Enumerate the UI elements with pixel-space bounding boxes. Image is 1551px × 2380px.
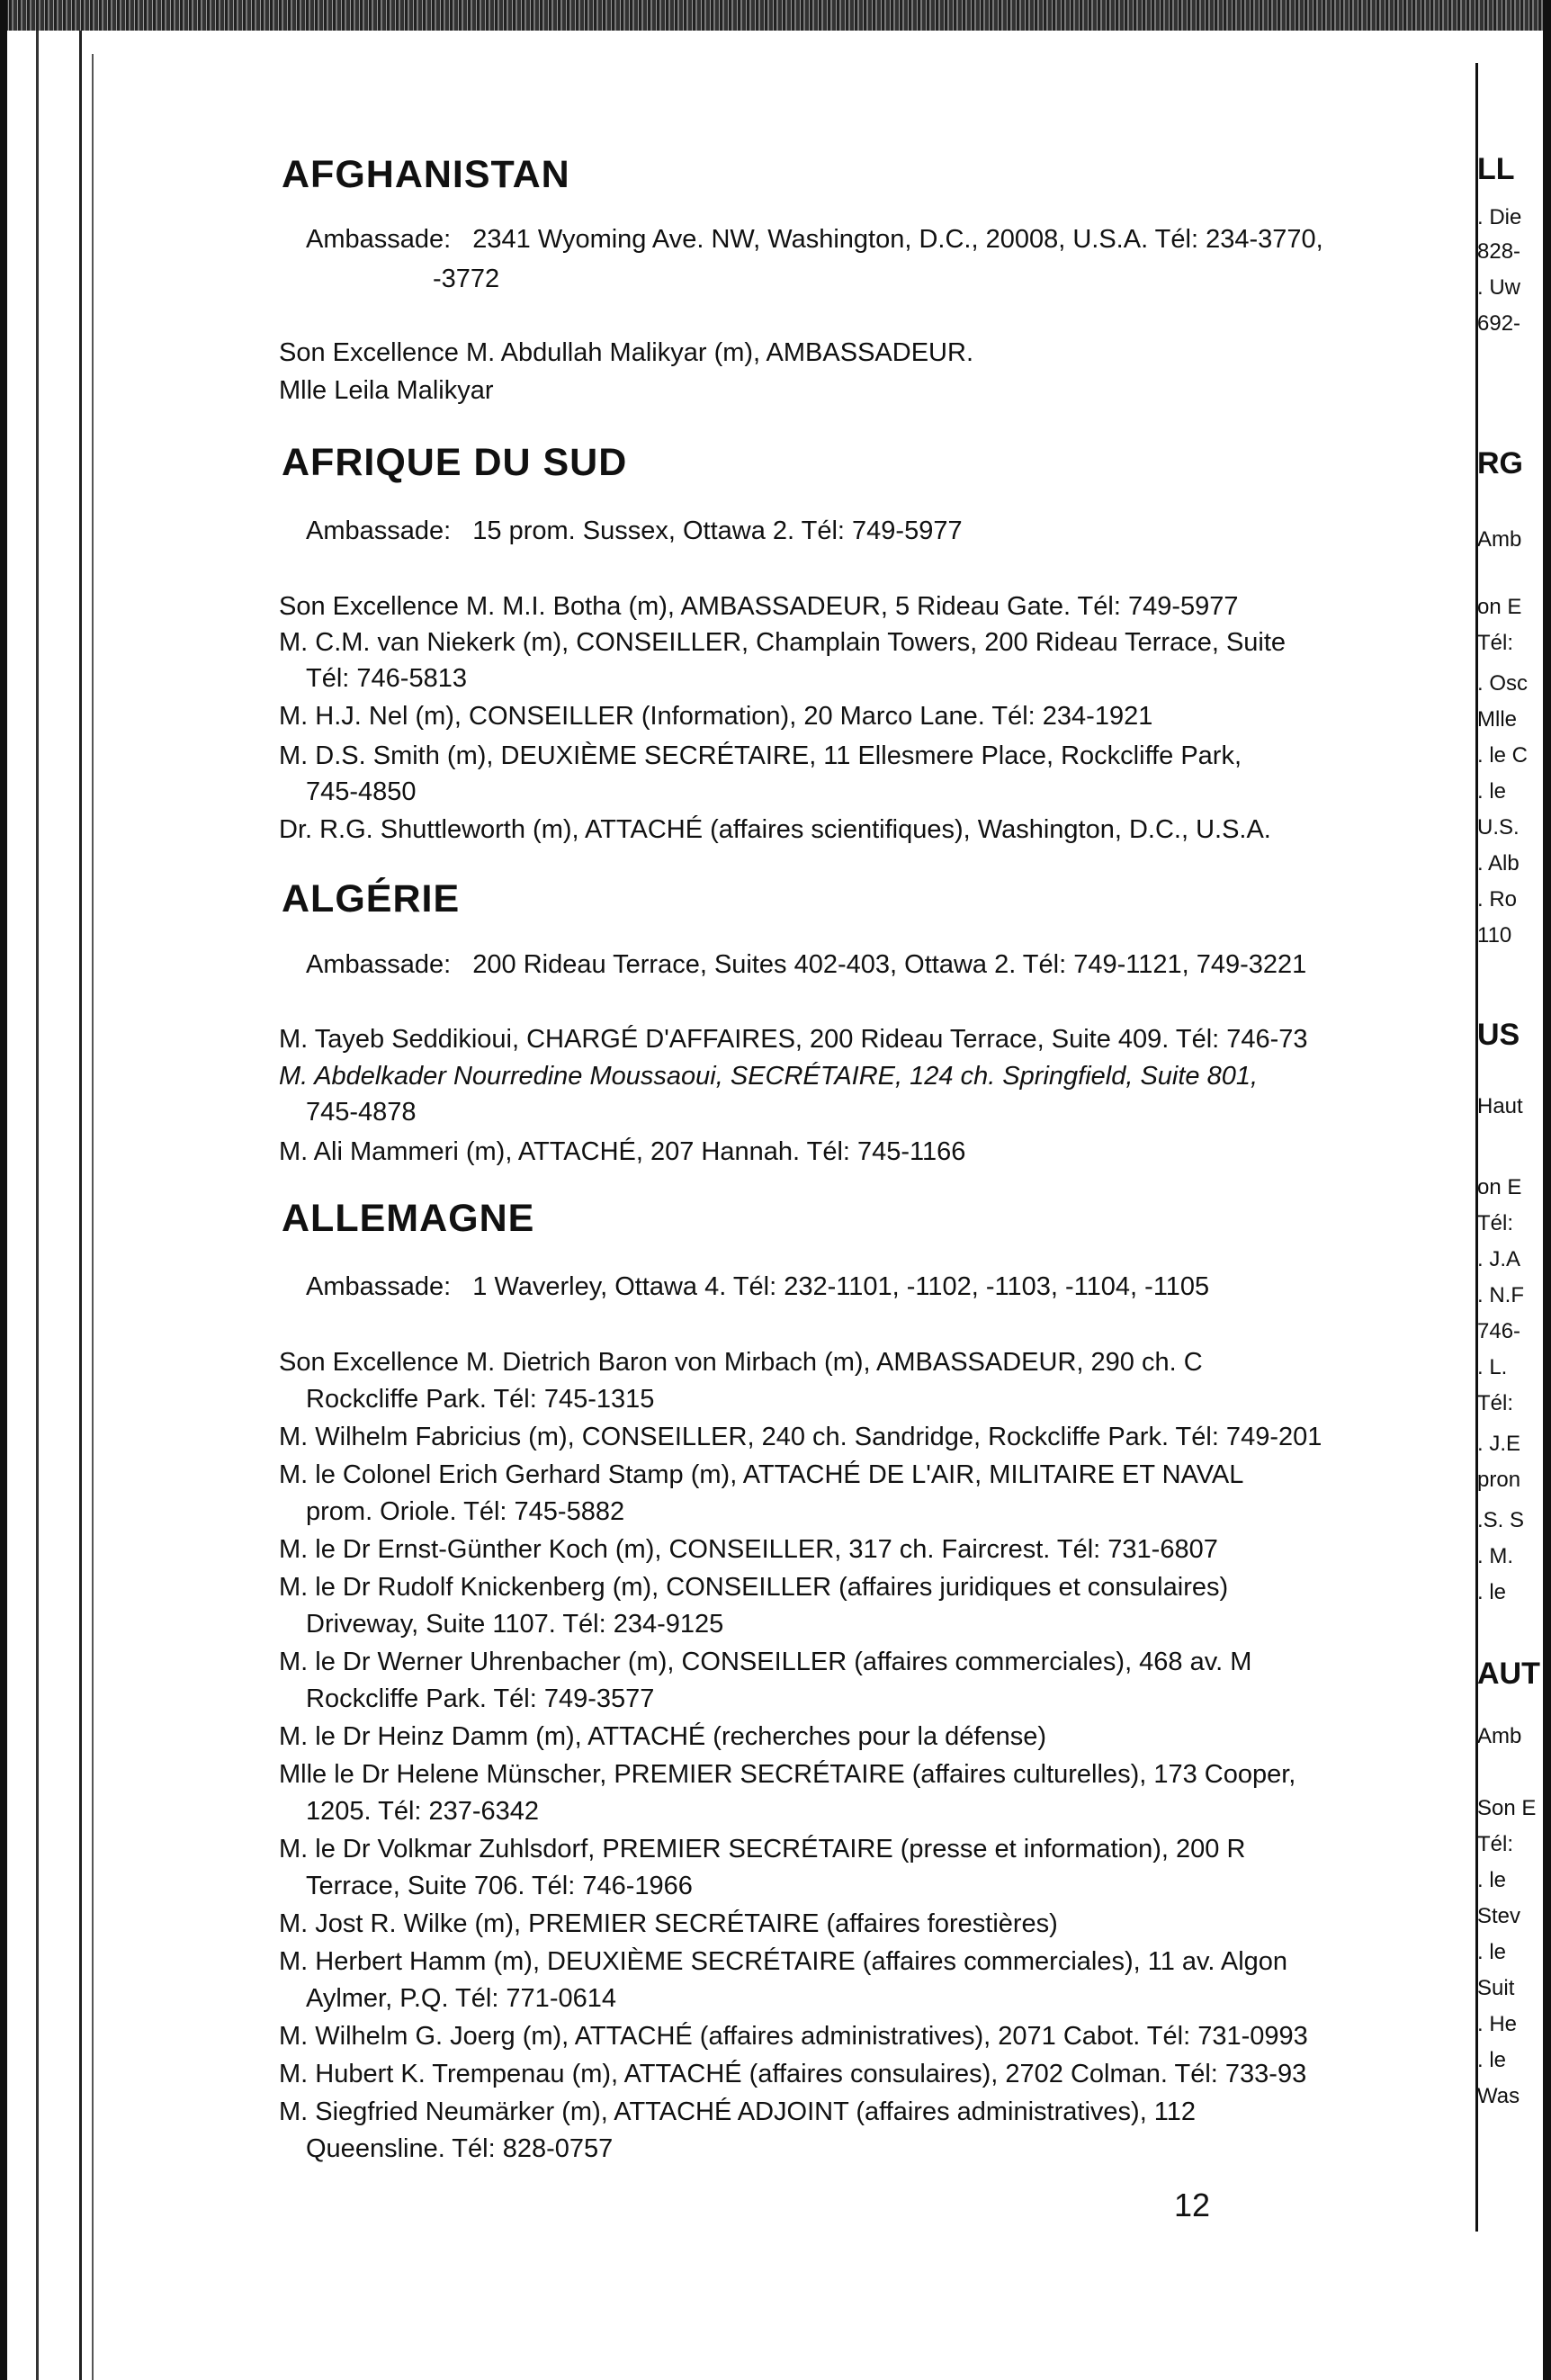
adjacent-page-text: Amb (1477, 1724, 1522, 1748)
adjacent-page-text: .S. S (1477, 1508, 1525, 1532)
embassy-address-text: 200 Rideau Terrace, Suites 402-403, Ottawa 2. Tél: 749-1121, 749-3221 (472, 950, 1307, 979)
adjacent-page-text: Tél: (1477, 1832, 1514, 1856)
staff-entry: M. le Dr Heinz Damm (m), ATTACHÉ (recherches pour la défense) (279, 1722, 1047, 1751)
staff-entry: M. le Dr Werner Uhrenbacher (m), CONSEILLER (affaires commerciales), 468 av. M (279, 1648, 1252, 1676)
staff-entry-cont: 745-4878 (306, 1098, 417, 1127)
adjacent-page-text: AUT (1477, 1657, 1540, 1691)
adjacent-page-text: . M. (1477, 1544, 1513, 1568)
adjacent-page-text: pron (1477, 1468, 1521, 1492)
staff-entry: M. H.J. Nel (m), CONSEILLER (Information), 20 Marco Lane. Tél: 234-1921 (279, 702, 1153, 731)
embassy-address-text: 15 prom. Sussex, Ottawa 2. Tél: 749-5977 (472, 516, 963, 545)
staff-entry: M. le Dr Rudolf Knickenberg (m), CONSEILLER (affaires juridiques et consulaires) (279, 1573, 1229, 1602)
country-heading: AFGHANISTAN (282, 153, 570, 196)
embassy-label: Ambassade: (306, 1272, 452, 1301)
embassy-address (306, 947, 1306, 983)
adjacent-page-text: . le C (1477, 743, 1529, 768)
adjacent-page-text: Son E (1477, 1796, 1537, 1820)
adjacent-page-text: . N.F (1477, 1283, 1524, 1307)
adjacent-page-text: . L. (1477, 1355, 1508, 1379)
binding-line (92, 54, 94, 2380)
adjacent-page-fragment (1474, 135, 1546, 2205)
adjacent-page-text: Amb (1477, 527, 1522, 552)
adjacent-page-text: Tél: (1477, 1211, 1514, 1235)
adjacent-page-text: . J.A (1477, 1247, 1521, 1271)
country-heading: ALGÉRIE (282, 877, 461, 921)
staff-entry-cont: Rockcliffe Park. Tél: 745-1315 (306, 1385, 655, 1414)
staff-entry: M. Hubert K. Trempenau (m), ATTACHÉ (affaires consulaires), 2702 Colman. Tél: 733-93 (279, 2060, 1307, 2088)
adjacent-page-text: 828- (1477, 239, 1521, 264)
adjacent-page-text: Suit (1477, 1976, 1515, 2000)
adjacent-page-text: . le (1477, 1868, 1507, 1892)
staff-entry: M. Wilhelm G. Joerg (m), ATTACHÉ (affaires administratives), 2071 Cabot. Tél: 731-0993 (279, 2022, 1308, 2051)
adjacent-page-text: LL (1477, 152, 1515, 186)
adjacent-page-text: Mlle (1477, 707, 1518, 732)
binding-line (79, 31, 82, 2380)
staff-entry-cont: 745-4850 (306, 777, 417, 806)
staff-entry: M. Herbert Hamm (m), DEUXIÈME SECRÉTAIRE (affaires commerciales), 11 av. Algon (279, 1947, 1288, 1976)
staff-entry: M. Tayeb Seddikioui, CHARGÉ D'AFFAIRES, 200 Rideau Terrace, Suite 409. Tél: 746-73 (279, 1025, 1308, 1054)
country-heading: AFRIQUE DU SUD (282, 441, 628, 484)
staff-entry-cont: prom. Oriole. Tél: 745-5882 (306, 1497, 625, 1526)
staff-entry-cont: Rockcliffe Park. Tél: 749-3577 (306, 1684, 655, 1713)
staff-entry-cont: Terrace, Suite 706. Tél: 746-1966 (306, 1872, 693, 1900)
adjacent-page-text: on E (1477, 595, 1522, 619)
adjacent-page-text: . Uw (1477, 275, 1520, 300)
staff-entry-cont: Tél: 746-5813 (306, 664, 467, 693)
staff-entry: Mlle le Dr Helene Münscher, PREMIER SECRÉTAIRE (affaires culturelles), 173 Cooper, (279, 1760, 1296, 1789)
adjacent-page-text: . le (1477, 1940, 1507, 1964)
staff-entry: M. Jost R. Wilke (m), PREMIER SECRÉTAIRE (affaires forestières) (279, 1909, 1058, 1938)
embassy-label: Ambassade: (306, 516, 452, 545)
staff-entry: M. Ali Mammeri (m), ATTACHÉ, 207 Hannah. Tél: 745-1166 (279, 1137, 966, 1166)
adjacent-page-text: Was (1477, 2084, 1520, 2108)
embassy-label: Ambassade: (306, 225, 452, 254)
staff-entry: M. Siegfried Neumärker (m), ATTACHÉ ADJOINT (affaires administratives), 112 (279, 2097, 1197, 2126)
binding-line (36, 31, 39, 2380)
staff-entry: M. le Dr Ernst-Günther Koch (m), CONSEILLER, 317 ch. Faircrest. Tél: 731-6807 (279, 1535, 1218, 1564)
embassy-label: Ambassade: (306, 950, 452, 979)
adjacent-page-text: . Alb (1477, 851, 1520, 876)
scan-artifact-left (0, 0, 7, 2380)
adjacent-page-text: . Die (1477, 205, 1522, 229)
staff-entry: M. Abdelkader Nourredine Moussaoui, SECRÉTAIRE, 124 ch. Springfield, Suite 801, (279, 1062, 1259, 1091)
staff-entry: Son Excellence M. M.I. Botha (m), AMBASSADEUR, 5 Rideau Gate. Tél: 749-5977 (279, 592, 1239, 621)
staff-entry: M. Wilhelm Fabricius (m), CONSEILLER, 240 ch. Sandridge, Rockcliffe Park. Tél: 749-201 (279, 1423, 1322, 1451)
embassy-address-cont: -3772 (433, 265, 500, 293)
embassy-address (306, 221, 1323, 257)
staff-entry: Mlle Leila Malikyar (279, 376, 494, 405)
adjacent-page-text: RG (1477, 446, 1523, 480)
adjacent-page-text: Tél: (1477, 631, 1514, 655)
adjacent-page-text: . le (1477, 1580, 1507, 1604)
staff-entry: Dr. R.G. Shuttleworth (m), ATTACHÉ (affaires scientifiques), Washington, D.C., U.S.A. (279, 815, 1271, 844)
staff-entry: M. le Dr Volkmar Zuhlsdorf, PREMIER SECRÉTAIRE (presse et information), 200 R (279, 1835, 1246, 1864)
staff-entry: M. D.S. Smith (m), DEUXIÈME SECRÉTAIRE, 11 Ellesmere Place, Rockcliffe Park, (279, 741, 1242, 770)
staff-entry-cont: Driveway, Suite 1107. Tél: 234-9125 (306, 1610, 724, 1639)
adjacent-page-text: U.S. (1477, 815, 1520, 840)
embassy-address-text: 2341 Wyoming Ave. NW, Washington, D.C., 20008, U.S.A. Tél: 234-3770, (472, 225, 1323, 254)
adjacent-page-text: . Osc (1477, 671, 1529, 696)
staff-entry-cont: 1205. Tél: 237-6342 (306, 1797, 540, 1826)
adjacent-page-text: . Ro (1477, 887, 1518, 912)
adjacent-page-text: . le (1477, 779, 1507, 804)
staff-entry-cont: Queensline. Tél: 828-0757 (306, 2134, 614, 2163)
country-heading: ALLEMAGNE (282, 1197, 535, 1240)
staff-entry: M. C.M. van Niekerk (m), CONSEILLER, Champlain Towers, 200 Rideau Terrace, Suite (279, 628, 1287, 657)
staff-entry: M. le Colonel Erich Gerhard Stamp (m), ATTACHÉ DE L'AIR, MILITAIRE ET NAVAL (279, 1460, 1244, 1489)
page-number: 12 (1174, 2187, 1211, 2223)
staff-entry: Son Excellence M. Dietrich Baron von Mirbach (m), AMBASSADEUR, 290 ch. C (279, 1348, 1203, 1377)
embassy-address (306, 513, 963, 549)
adjacent-page-text: Stev (1477, 1904, 1521, 1928)
staff-entry-cont: Aylmer, P.Q. Tél: 771-0614 (306, 1984, 616, 2013)
adjacent-page-text: . le (1477, 2048, 1507, 2072)
adjacent-page-text: Haut (1477, 1094, 1523, 1118)
adjacent-page-text: . J.E (1477, 1432, 1521, 1456)
embassy-address (306, 1269, 1209, 1305)
staff-entry: Son Excellence M. Abdullah Malikyar (m), AMBASSADEUR. (279, 338, 973, 367)
scan-artifact-top (0, 0, 1551, 31)
adjacent-page-text: 110 (1477, 923, 1512, 948)
adjacent-page-text: . He (1477, 2012, 1518, 2036)
embassy-address-text: 1 Waverley, Ottawa 4. Tél: 232-1101, -1102, -1103, -1104, -1105 (472, 1272, 1210, 1301)
adjacent-page-text: Tél: (1477, 1391, 1514, 1415)
adjacent-page-text: on E (1477, 1175, 1522, 1199)
adjacent-page-text: 692- (1477, 311, 1521, 336)
adjacent-page-text: 746- (1477, 1319, 1521, 1343)
adjacent-page-text: US (1477, 1018, 1520, 1052)
